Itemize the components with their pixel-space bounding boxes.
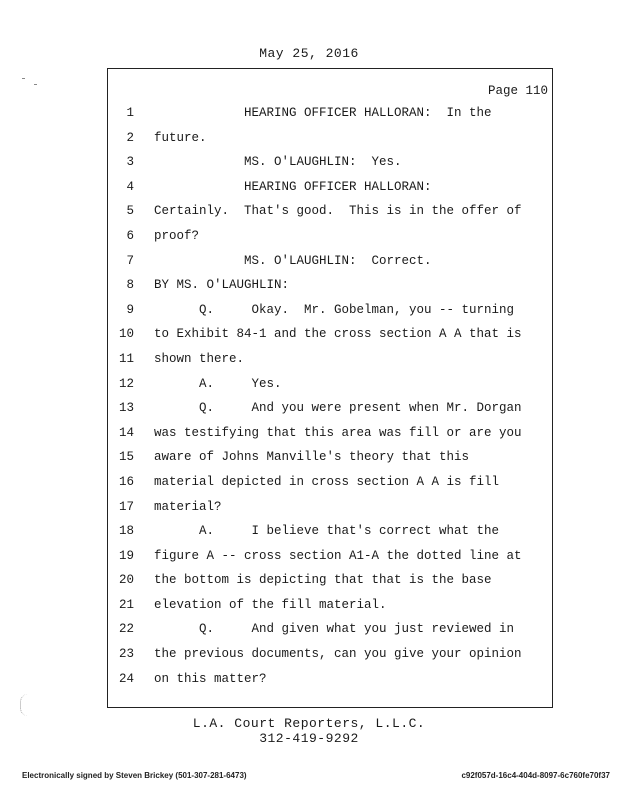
- transcript-line: [0, 277, 618, 302]
- line-text: MS. O'LAUGHLIN: Correct.: [154, 253, 432, 268]
- line-text: MS. O'LAUGHLIN: Yes.: [154, 155, 402, 170]
- transcript-line: [0, 203, 618, 228]
- transcript-line: [0, 105, 618, 130]
- line-number: 8: [126, 278, 134, 293]
- electronic-signature: Electronically signed by Steven Brickey (501-307-281-6473): [22, 771, 247, 780]
- transcript-line: [0, 621, 618, 646]
- transcript-line: [0, 376, 618, 401]
- line-number: 1: [126, 106, 134, 120]
- transcript-line: [0, 326, 618, 351]
- transcript-line: [0, 474, 618, 499]
- transcript-line: [0, 523, 618, 548]
- transcript-line: [0, 499, 618, 524]
- line-text: aware of Johns Manville's theory that this: [154, 450, 470, 465]
- line-text: A. Yes.: [154, 376, 282, 391]
- transcript-date: May 25, 2016: [259, 46, 359, 61]
- line-number: 10: [118, 327, 134, 342]
- transcript-line: [0, 253, 618, 278]
- transcript-line: [0, 154, 618, 179]
- line-text: material depicted in cross section A A is fill: [154, 474, 500, 489]
- transcript-line: [0, 646, 618, 671]
- line-number: 11: [118, 351, 134, 366]
- line-text: the bottom is depicting that that is the base: [154, 573, 492, 588]
- transcript-line: [0, 228, 618, 253]
- line-number: 9: [126, 302, 134, 317]
- line-number: 24: [118, 671, 134, 686]
- line-number: 4: [126, 179, 134, 194]
- transcript-line: [0, 449, 618, 474]
- line-text: HEARING OFFICER HALLORAN:: [154, 179, 432, 194]
- line-number: 19: [118, 548, 134, 563]
- line-text: HEARING OFFICER HALLORAN: In the: [154, 106, 492, 120]
- transcript-line: [0, 179, 618, 204]
- line-text: to Exhibit 84-1 and the cross section A A that is: [154, 327, 522, 342]
- line-text: on this matter?: [154, 671, 267, 686]
- line-text: Q. And given what you just reviewed in: [154, 622, 515, 637]
- line-number: 2: [126, 130, 134, 145]
- line-text: Q. Okay. Mr. Gobelman, you -- turning: [154, 302, 515, 317]
- court-reporter-phone: 312-419-9292: [259, 731, 359, 746]
- transcript-line: [0, 425, 618, 450]
- line-number: 20: [118, 573, 134, 588]
- line-number: 13: [118, 401, 134, 416]
- line-number: 5: [126, 204, 134, 219]
- line-number: 15: [118, 450, 134, 465]
- line-number: 14: [118, 425, 134, 440]
- transcript-line: [0, 572, 618, 597]
- transcript-line: [0, 302, 618, 327]
- scan-blot: [20, 694, 39, 716]
- scan-speck: [34, 84, 37, 85]
- transcript-line: [0, 351, 618, 376]
- transcript-line: [0, 597, 618, 622]
- document-hash: c92f057d-16c4-404d-8097-6c760fe70f37: [461, 771, 610, 780]
- line-number: 7: [126, 253, 134, 268]
- line-number: 12: [118, 376, 134, 391]
- line-text: proof?: [154, 228, 200, 243]
- transcript-lines: [0, 105, 618, 695]
- line-number: 21: [118, 597, 134, 612]
- line-text: was testifying that this area was fill or are you: [154, 425, 522, 440]
- line-number: 18: [118, 524, 134, 539]
- line-number: 16: [118, 474, 134, 489]
- line-text: Q. And you were present when Mr. Dorgan: [154, 401, 522, 416]
- line-text: future.: [154, 130, 207, 145]
- line-number: 23: [118, 647, 134, 662]
- line-number: 17: [118, 499, 134, 514]
- line-text: the previous documents, can you give your opinion: [154, 647, 522, 662]
- page-number: Page 110: [487, 84, 548, 98]
- transcript-line: [0, 671, 618, 696]
- court-reporter-name: L.A. Court Reporters, L.L.C.: [192, 716, 426, 731]
- line-number: 22: [118, 622, 134, 637]
- line-text: shown there.: [154, 351, 245, 366]
- transcript-line: [0, 400, 618, 425]
- line-text: material?: [154, 499, 222, 514]
- line-text: BY MS. O'LAUGHLIN:: [154, 278, 290, 293]
- scan-speck: [22, 78, 25, 79]
- line-text: elevation of the fill material.: [154, 597, 387, 612]
- line-number: 3: [126, 155, 134, 170]
- line-text: figure A -- cross section A1-A the dotted line at: [154, 548, 522, 563]
- line-text: A. I believe that's correct what the: [154, 524, 500, 539]
- transcript-line: [0, 548, 618, 573]
- transcript-line: [0, 130, 618, 155]
- line-number: 6: [126, 228, 134, 243]
- line-text: Certainly. That's good. This is in the offer of: [154, 204, 522, 219]
